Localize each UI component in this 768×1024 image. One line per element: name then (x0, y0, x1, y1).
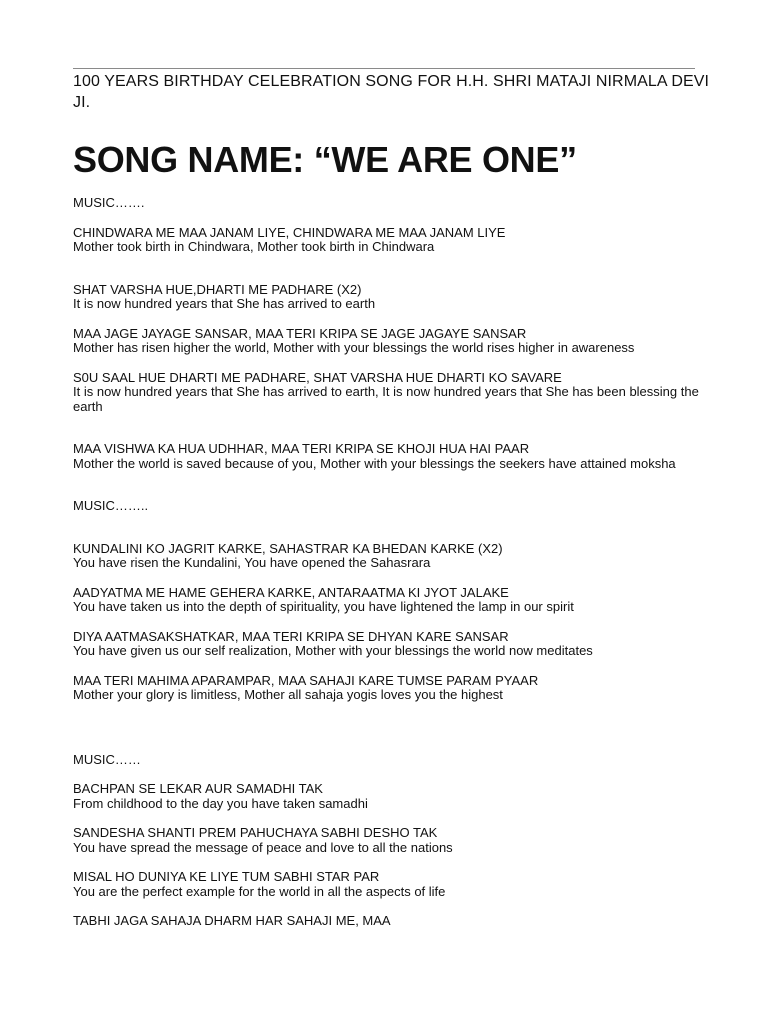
translation-line: Mother the world is saved because of you, Mother with your blessings the seekers have attained moksha (73, 455, 676, 471)
translation-line: Mother your glory is limitless, Mother all sahaja yogis loves you the highest (73, 687, 503, 702)
music-label: MUSIC……. (73, 195, 145, 210)
music-marker (73, 753, 713, 768)
music-label: MUSIC…….. (73, 498, 149, 513)
lyric-line: MAA JAGE JAYAGE SANSAR, MAA TERI KRIPA SE JAGE JAGAYE SANSAR (73, 325, 527, 341)
lyric-stanza (73, 826, 713, 855)
lyric-stanza (73, 442, 713, 471)
lyric-line: MAA VISHWA KA HUA UDHHAR, MAA TERI KRIPA SE KHOJI HUA HAI PAAR (73, 441, 530, 456)
translation-line: It is now hundred years that She has arrived to earth (73, 296, 376, 311)
translation-line: You are the perfect example for the world in all the aspects of life (73, 883, 446, 899)
translation-line: Mother took birth in Chindwara, Mother took birth in Chindwara (73, 239, 435, 254)
lyric-stanza (73, 870, 713, 899)
music-marker (73, 499, 713, 514)
lyric-stanza (73, 371, 713, 415)
lyric-stanza (73, 630, 713, 659)
lyric-stanza (73, 283, 713, 312)
lyric-line: MAA TERI MAHIMA APARAMPAR, MAA SAHAJI KARE TUMSE PARAM PYAAR (73, 672, 539, 688)
lyric-stanza (73, 226, 713, 255)
song-title: SONG NAME: “WE ARE ONE” (73, 139, 577, 180)
lyric-stanza (73, 674, 713, 703)
lyric-stanza (73, 586, 713, 615)
music-label: MUSIC…… (73, 751, 141, 767)
lyrics-body (73, 196, 713, 929)
lyric-stanza (73, 327, 713, 356)
document-header: 100 YEARS BIRTHDAY CELEBRATION SONG FOR H.H. SHRI MATAJI NIRMALA DEVI JI. (73, 73, 710, 111)
lyric-stanza (73, 542, 713, 571)
translation-line: You have given us our self realization, Mother with your blessings the world now meditates (73, 643, 593, 658)
lyric-line: BACHPAN SE LEKAR AUR SAMADHI TAK (73, 781, 323, 796)
lyric-stanza (73, 914, 713, 929)
lyric-line: SHAT VARSHA HUE,DHARTI ME PADHARE (X2) (73, 281, 362, 297)
lyric-line: AADYATMA ME HAME GEHERA KARKE, ANTARAATMA KI JYOT JALAKE (73, 584, 509, 600)
lyric-line: S0U SAAL HUE DHARTI ME PADHARE, SHAT VARSHA HUE DHARTI KO SAVARE (73, 369, 562, 385)
music-marker (73, 196, 713, 211)
translation-line: It is now hundred years that She has arrived to earth, It is now hundred years that She has been blessing the earth (73, 384, 699, 414)
translation-line: You have risen the Kundalini, You have opened the Sahasrara (73, 555, 431, 570)
translation-line: You have spread the message of peace and love to all the nations (73, 839, 453, 855)
top-divider (73, 68, 695, 69)
lyric-line: DIYA AATMASAKSHATKAR, MAA TERI KRIPA SE DHYAN KARE SANSAR (73, 628, 509, 644)
lyric-line: MISAL HO DUNIYA KE LIYE TUM SABHI STAR PAR (73, 869, 380, 884)
lyric-line: TABHI JAGA SAHAJA DHARM HAR SAHAJI ME, MAA (73, 913, 391, 928)
translation-line: From childhood to the day you have taken samadhi (73, 795, 368, 811)
lyric-line: CHINDWARA ME MAA JANAM LIYE, CHINDWARA ME MAA JANAM LIYE (73, 224, 506, 240)
lyric-line: KUNDALINI KO JAGRIT KARKE, SAHASTRAR KA BHEDAN KARKE (X2) (73, 540, 503, 556)
lyric-line: SANDESHA SHANTI PREM PAHUCHAYA SABHI DESHO TAK (73, 825, 438, 840)
translation-line: Mother has risen higher the world, Mother with your blessings the world rises higher in awareness (73, 340, 635, 355)
lyric-stanza (73, 782, 713, 811)
translation-line: You have taken us into the depth of spirituality, you have lightened the lamp in our spirit (73, 599, 574, 614)
